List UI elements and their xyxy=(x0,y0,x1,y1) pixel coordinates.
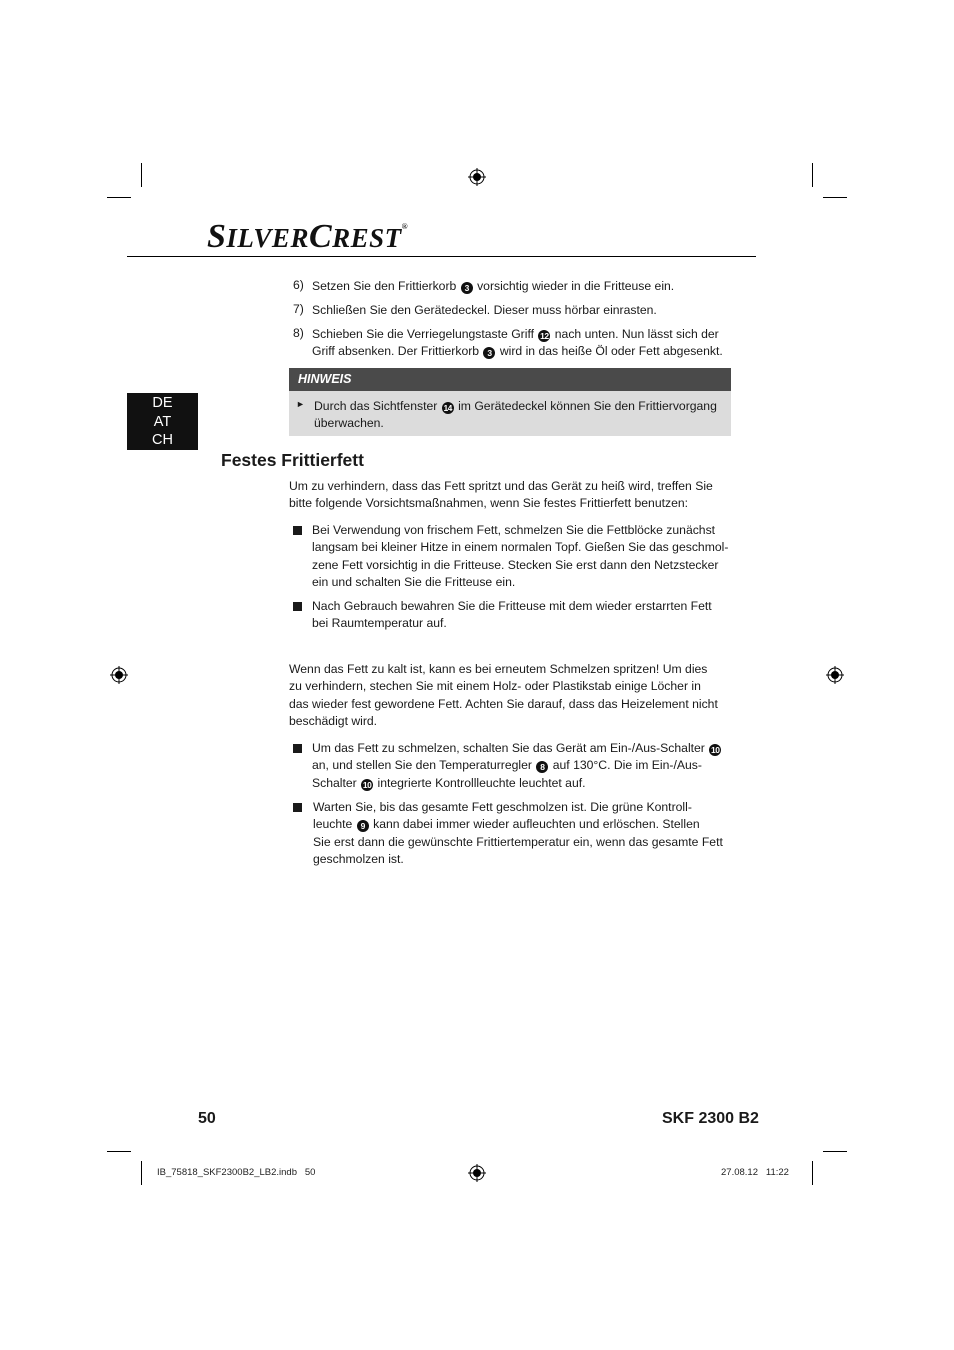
bullet-square-icon xyxy=(293,744,302,753)
crop-mark xyxy=(823,1151,847,1152)
list-item: Warten Sie, bis das gesamte Fett geschmolzen ist. Die grüne Kontroll- leuchte 9 kann dabei immer wieder aufleuchten und erlöschen. Stellen Sie erst dann die gewünschte Frittiertemperatur ein, wenn das gesamte Fett geschmolzen ist. xyxy=(313,800,723,866)
registration-mark-icon xyxy=(468,168,486,186)
language-tab: DE AT CH xyxy=(127,393,198,450)
warning-paragraph: Wenn das Fett zu kalt ist, kann es bei erneutem Schmelzen spritzen! Um dies zu verhindern, stechen Sie mit einem Holz- oder Plastikstab einige Löcher in das wieder fest gewordene Fett. Achten Sie darauf, dass das Heizelement nicht beschädigt wird. xyxy=(289,662,718,728)
arrow-icon: ► xyxy=(296,399,305,409)
crop-mark xyxy=(823,197,847,198)
reference-number: 10 xyxy=(711,745,720,755)
crop-mark xyxy=(141,163,142,187)
brand-logo: SILVERCREST® xyxy=(207,218,409,255)
print-slug-file: IB_75818_SKF2300B2_LB2.indb 50 xyxy=(157,1167,316,1178)
crop-mark xyxy=(141,1161,142,1185)
reference-number: 3 xyxy=(461,282,473,294)
intro-paragraph: Um zu verhindern, dass das Fett spritzt und das Gerät zu heiß wird, treffen Sie bitte folgende Vorsichtsmaßnahmen, wenn Sie festes Frittierfett benutzen: xyxy=(289,479,713,511)
crop-mark xyxy=(812,1161,813,1185)
registration-mark-icon xyxy=(110,666,128,684)
reference-number: 9 xyxy=(357,820,369,832)
registration-mark-icon xyxy=(468,1164,486,1182)
reference-number: 8 xyxy=(536,761,548,773)
reference-number: 14 xyxy=(443,403,452,413)
list-item: Nach Gebrauch bewahren Sie die Fritteuse mit dem wieder erstarrten Fett bei Raumtemperatur auf. xyxy=(312,599,712,631)
section-title: Festes Frittierfett xyxy=(221,450,364,470)
note-title: HINWEIS xyxy=(289,368,731,391)
registration-mark-icon xyxy=(826,666,844,684)
list-item: Um das Fett zu schmelzen, schalten Sie das Gerät am Ein-/Aus-Schalter 10 an, und stellen Sie den Temperaturregler 8 auf 130°C. Die im Ein-/Aus- Schalter 10 integrierte Kontrollleuchte leuchtet auf. xyxy=(312,741,720,790)
model-name: SKF 2300 B2 xyxy=(662,1110,759,1127)
bullet-square-icon xyxy=(293,526,302,535)
crop-mark xyxy=(107,197,131,198)
crop-mark xyxy=(107,1151,131,1152)
bullet-square-icon xyxy=(293,803,302,812)
reference-number: 12 xyxy=(540,331,549,341)
list-item: Bei Verwendung von frischem Fett, schmelzen Sie die Fettblöcke zunächst langsam bei kleiner Hitze in einem normalen Topf. Gießen Sie das geschmol- zene Fett vorsichtig in die Fritteuse. Stecken Sie erst dann den Netzstecker ein und schalten Sie die Fritteuse ein. xyxy=(312,523,729,589)
reference-number: 10 xyxy=(362,779,372,790)
print-slug-date: 27.08.12 11:22 xyxy=(721,1167,789,1178)
note-text: Durch das Sichtfenster 14 im Gerätedeckel können Sie den Frittiervorgang überwachen. xyxy=(314,399,717,431)
bullet-square-icon xyxy=(293,602,302,611)
page-number: 50 xyxy=(198,1110,216,1127)
crop-mark xyxy=(812,163,813,187)
reference-number: 3 xyxy=(483,347,495,359)
header-rule xyxy=(127,256,756,257)
